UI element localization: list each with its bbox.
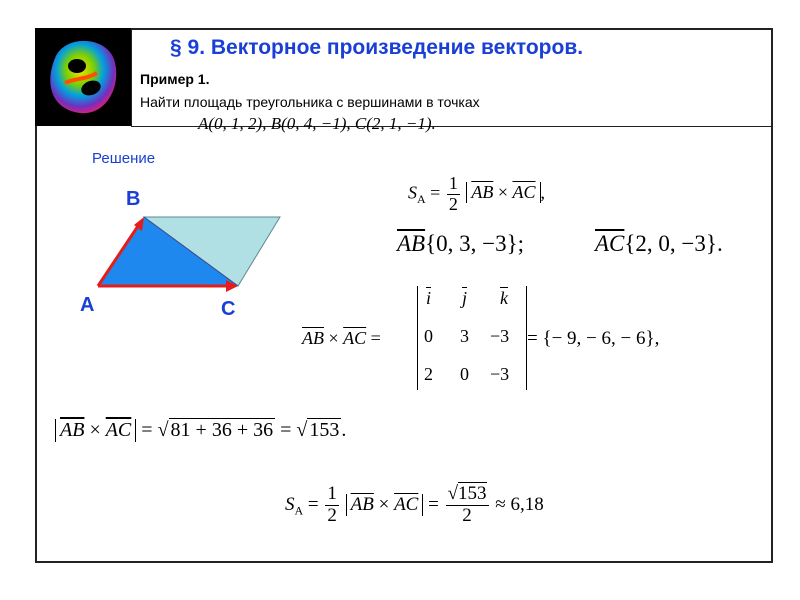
vec-ac: $\overline{AC}$ [512,182,536,203]
vec-ac: $\overline{AC}$ [595,231,625,256]
ac-coordinates [595,231,723,257]
final-area-formula [285,484,544,527]
determinant [417,286,527,390]
sqrt-fraction-den: 2 [462,504,472,526]
det-i: $\overline{i}$ [426,288,432,308]
approx-value: ≈ 6,18 [495,493,544,515]
sqrt-sum: √ 81 + 36 + 36 [157,419,274,441]
ab-coordinates [397,231,524,257]
points-text: A(0, 1, 2), B(0, 4, −1), C(2, 1, −1). [198,114,436,133]
label-a: A [80,294,95,316]
header-divider-vertical [131,28,132,126]
times-sign: × [497,182,508,203]
equals-sign: = [141,419,153,441]
sqrt-fraction [446,484,489,527]
cross-product-lhs [302,328,381,349]
half-num: 1 [327,483,337,504]
vec-ab: $\overline{AB}$ [302,328,324,348]
page-title: § 9. Векторное произведение векторов. [170,36,584,59]
comma: , [540,182,545,203]
vec-ab: $\overline{AB}$ [471,182,494,203]
cross-norm [466,182,540,203]
ab-coords-value: {0, 3, −3}; [425,231,525,256]
area-subscript: A [417,192,426,207]
vec-ab: $\overline{AB}$ [60,419,85,441]
times-sign: × [89,419,101,441]
vec-ab: $\overline{AB}$ [350,493,374,515]
cross-norm [346,494,424,516]
solution-label: Решение [92,150,156,167]
det-r3c1: 2 [424,364,433,384]
vec-ac: $\overline{AC}$ [105,419,132,441]
equals-sign: = [428,493,439,515]
sqrt-fraction-num: √153 [447,483,487,504]
sqrt-153-radicand: 153 [309,419,340,441]
half-den: 2 [327,504,337,526]
sqrt-sum-radicand: 81 + 36 + 36 [170,419,274,441]
period: . [341,419,347,441]
logo [35,28,131,126]
ac-coords-value: {2, 0, −3}. [624,231,723,256]
vec-ab: $\overline{AB}$ [397,231,426,256]
equals-sign: = [280,419,292,441]
area-symbol: S [285,493,295,515]
equals-sign: = [430,182,441,203]
area-formula [408,174,545,215]
area-subscript: A [294,503,304,518]
times-sign: × [378,493,390,515]
label-b: B [126,188,141,210]
equals-sign: = [307,493,319,515]
cross-norm [55,419,136,442]
det-r3c2: 0 [460,364,469,384]
norm-formula [55,419,346,442]
vec-ac: $\overline{AC}$ [343,328,367,348]
label-c: C [221,298,236,320]
sqrt-153-radicand: 153 [458,483,487,504]
det-r2c3: −3 [490,326,510,346]
cross-product-result: = {− 9, − 6, − 6}, [527,328,660,349]
det-r2c1: 0 [424,326,433,346]
half-fraction [447,174,460,215]
problem-text: Найти площадь треугольника с вершинами в точках [140,94,480,110]
det-r2c2: 3 [460,326,469,346]
times-sign: × [328,328,339,348]
area-symbol: S [408,182,417,203]
sqrt-153: √ 153 [296,419,340,441]
half-num: 1 [448,173,458,193]
half-fraction [325,484,339,527]
half-den: 2 [448,193,458,214]
det-j: $\overline{j}$ [462,288,468,308]
triangle-figure [70,185,300,325]
det-r3c3: −3 [490,364,510,384]
det-k: $\overline{k}$ [500,288,508,308]
example-label: Пример 1. [140,71,210,87]
equals-sign: = [370,328,381,348]
vec-ac: $\overline{AC}$ [394,493,419,515]
torus-logo-icon [35,28,131,126]
